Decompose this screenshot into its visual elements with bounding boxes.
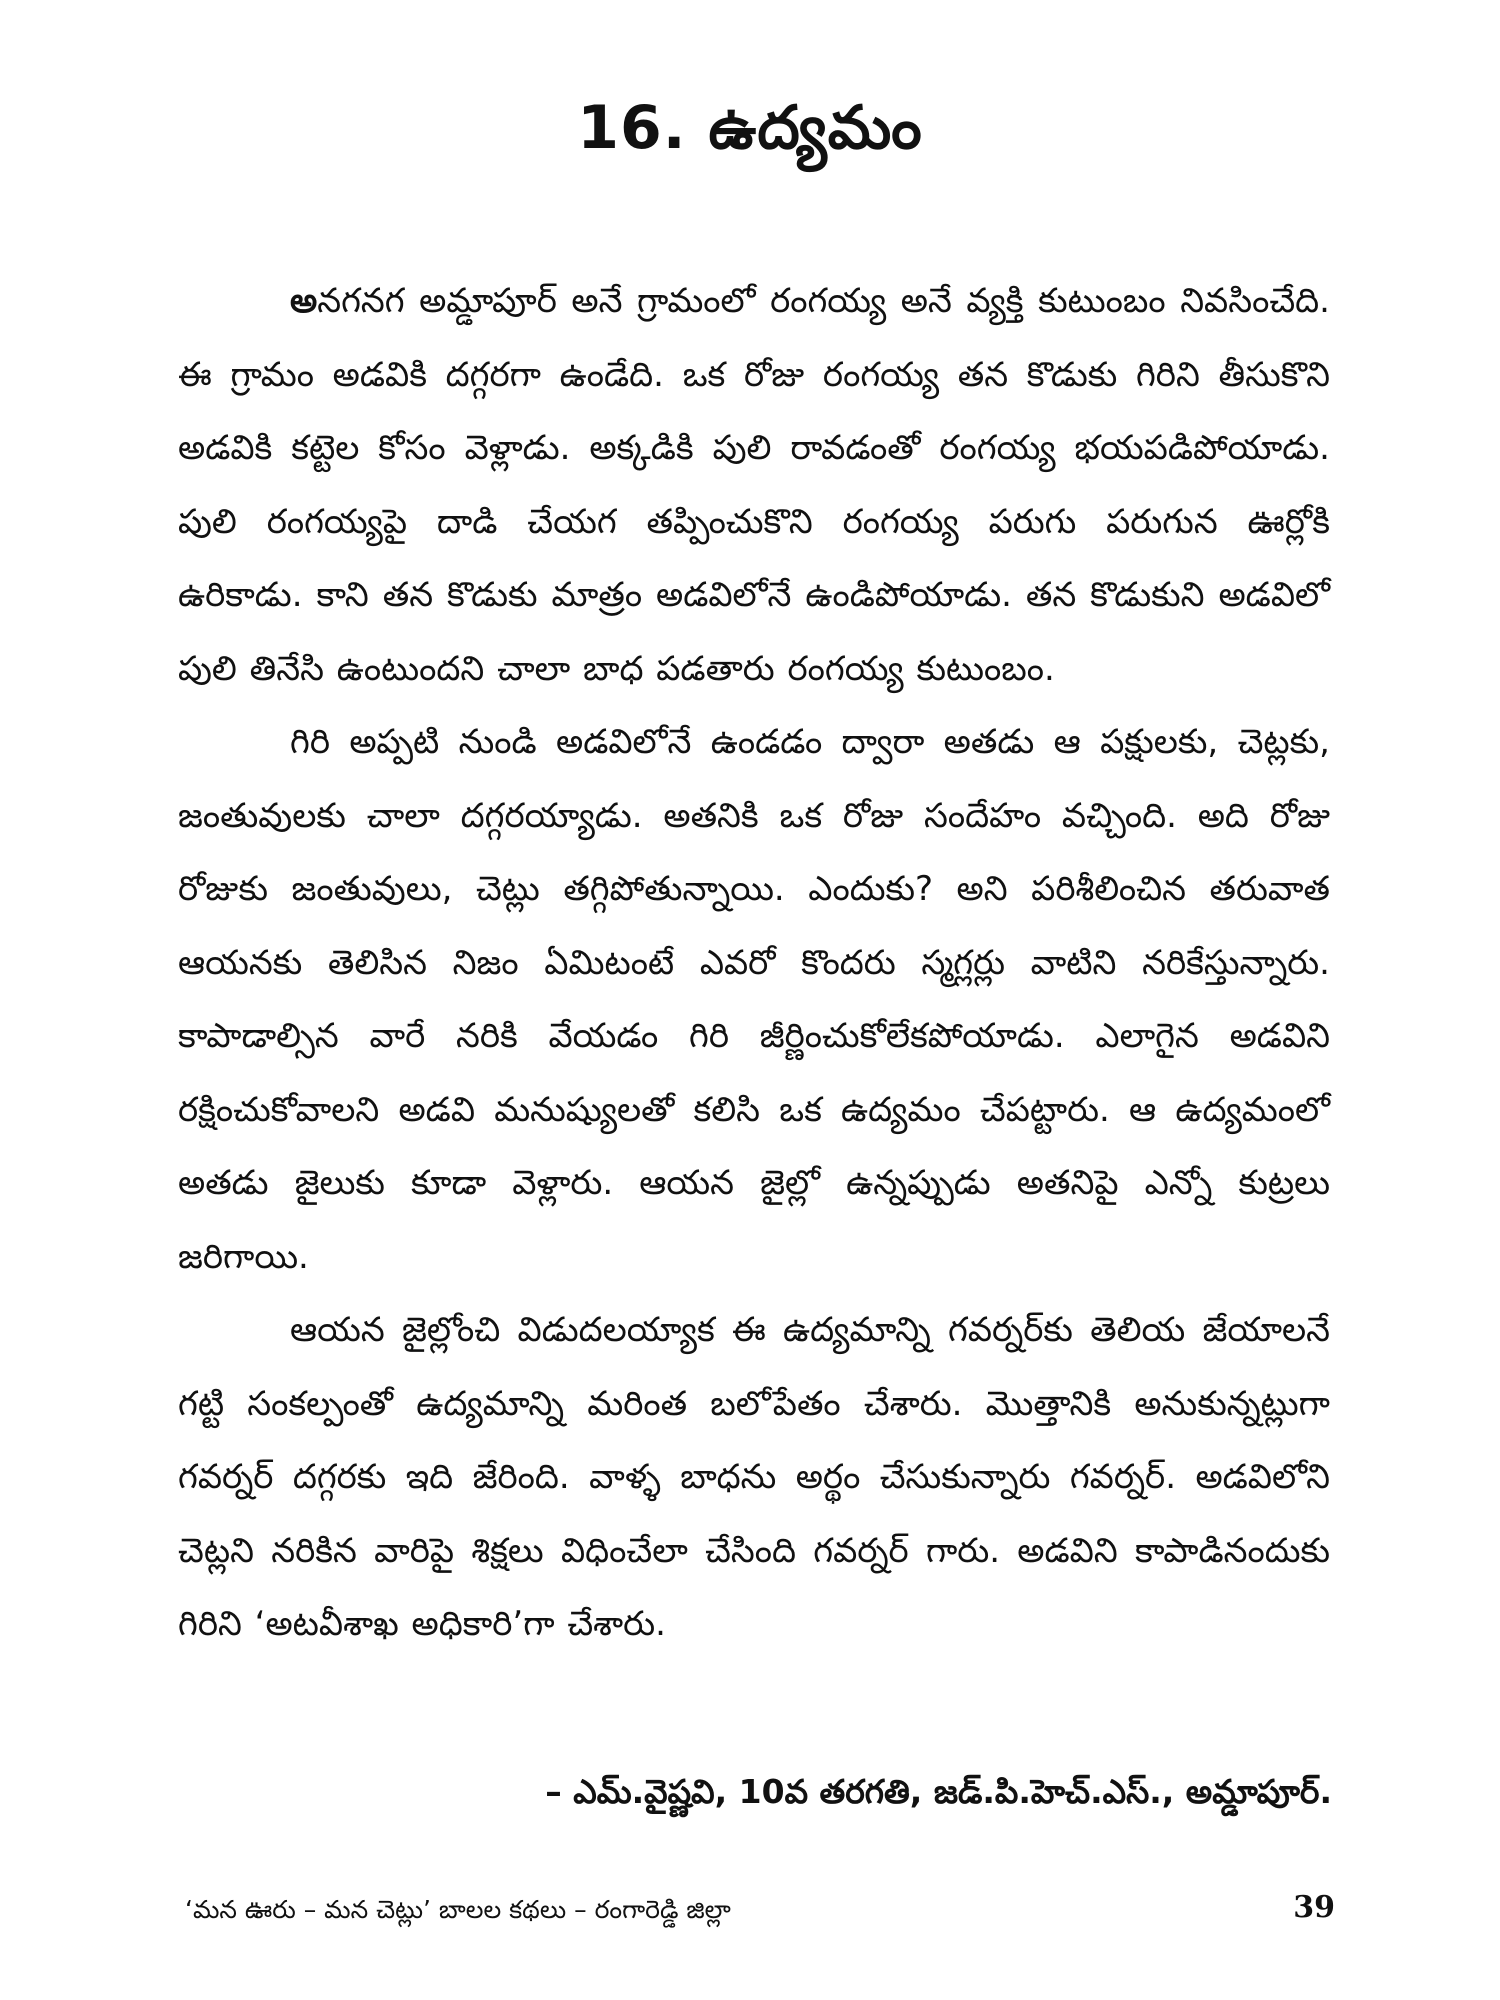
book-title-footer: ‘మన ఊరు – మన చెట్లు’ బాలల కథలు – రంగారెడ్డి జిల్లా [185,1895,731,1924]
story-paragraph [178,265,1330,706]
story-title: 16. ఉద్యమం [577,93,923,163]
story-paragraph: గిరి అప్పటి నుండి అడవిలోనే ఉండడం ద్వారా అతడు ఆ పక్షులకు, చెట్లకు, జంతువులకు చాలా దగ్గరయ్యాడు. అతనికి ఒక రోజు సందేహం వచ్చింది. అది రోజు రోజుకు జంతువులు, చెట్లు తగ్గిపోతున్నాయి. ఎందుకు? అని పరిశీలించిన తరువాత ఆయనకు తెలిసిన నిజం ఏమిటంటే ఎవరో కొందరు స్మగ్లర్లు వాటిని నరికేస్తున్నారు. కాపాడాల్సిన వారే నరికి వేయడం గిరి జీర్ణించుకోలేకపోయాడు. ఎలాగైన అడవిని రక్షించుకోవాలని అడవి మనుష్యులతో కలిసి ఒక ఉద్యమం చేపట్టారు. ఆ ఉద్యమంలో అతడు జైలుకు కూడా వెళ్లారు. ఆయన జైల్లో ఉన్నప్పుడు అతనిపై ఎన్నో కుట్రలు జరిగాయి. [178,722,1330,1277]
page-number: 39 [1293,1890,1335,1925]
author-attribution: – ఎమ్.వైష్ణవి, 10వ తరగతి, జడ్.పి.హెచ్.ఎస్., అమ్డాపూర్. [545,1772,1332,1811]
page-footer [185,1885,1335,1935]
story-body [178,265,1330,1662]
paragraph-text: నగనగ అమ్డాపూర్ అనే గ్రామంలో రంగయ్య అనే వ్యక్తి కుటుంబం నివసించేది. ఈ గ్రామం అడవికి దగ్గరగా ఉండేది. ఒక రోజు రంగయ్య తన కొడుకు గిరిని తీసుకొని అడవికి కట్టెల కోసం వెళ్లాడు. అక్కడికి పులి రావడంతో రంగయ్య భయపడిపోయాడు. పులి రంగయ్యపై దాడి చేయగ తప్పించుకొని రంగయ్య పరుగు పరుగున ఊర్లోకి ఉరికాడు. కాని తన కొడుకు మాత్రం అడవిలోనే ఉండిపోయాడు. తన కొడుకుని అడవిలో పులి తినేసి ఉంటుందని చాలా బాధ పడతారు రంగయ్య కుటుంబం. [178,281,1330,689]
paragraph-lead-letter: అ [290,281,318,321]
story-paragraph: ఆయన జైల్లోంచి విడుదలయ్యాక ఈ ఉద్యమాన్ని గవర్నర్‌కు తెలియ జేయాలనే గట్టి సంకల్పంతో ఉద్యమాన్ని మరింత బలోపేతం చేశారు. మొత్తానికి అనుకున్నట్లుగా గవర్నర్ దగ్గరకు ఇది జేరింది. వాళ్ళ బాధను అర్థం చేసుకున్నారు గవర్నర్. అడవిలోని చెట్లని నరికిన వారిపై శిక్షలు విధించేలా చేసింది గవర్నర్ గారు. అడవిని కాపాడినందుకు గిరిని ‘అటవీశాఖ అధికారి’గా చేశారు. [178,1310,1330,1644]
